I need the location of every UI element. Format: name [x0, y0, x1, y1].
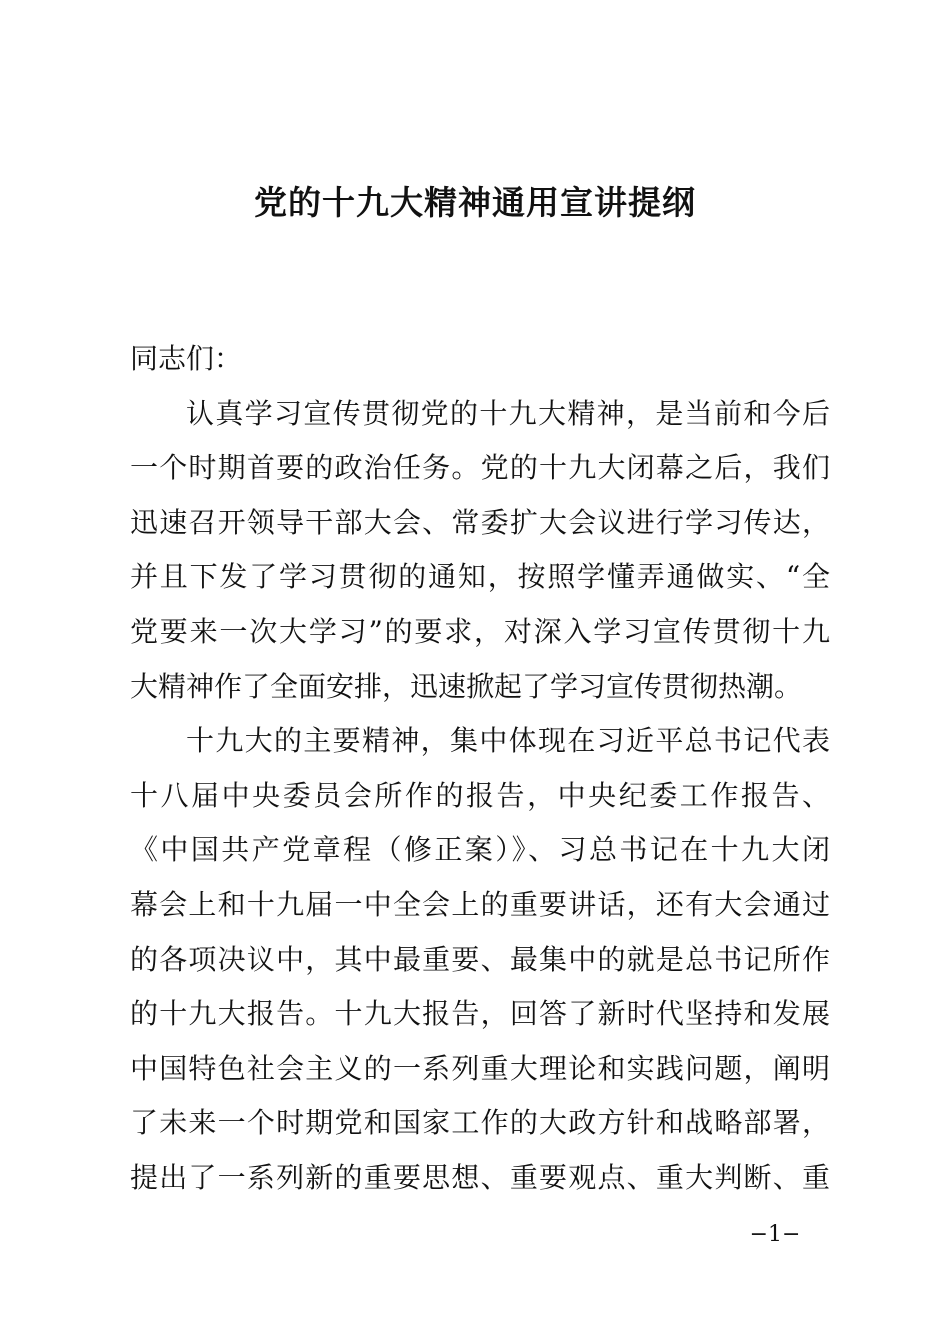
paragraph-line: 认真学习宣传贯彻党的十九大精神，是当前和今后: [186, 396, 830, 430]
page-number: −1−: [749, 1222, 801, 1247]
paragraph-line: 的十九大报告。十九大报告，回答了新时代坚持和发展: [130, 997, 830, 1031]
paragraph-2: [130, 714, 830, 1205]
paragraph-line: 并且下发了学习贯彻的通知，按照学懂弄通做实、“全: [130, 560, 830, 594]
document-title: 党的十九大精神通用宣讲提纲: [254, 183, 696, 222]
paragraph-1: [130, 387, 830, 715]
paragraph-line: 幕会上和十九届一中全会上的重要讲话，还有大会通过: [130, 887, 830, 921]
paragraph-line: 了未来一个时期党和国家工作的大政方针和战略部署，: [130, 1106, 830, 1140]
paragraph-line: 大精神作了全面安排，迅速掀起了学习宣传贯彻热潮。: [130, 669, 803, 703]
paragraph-line: 中国特色社会主义的一系列重大理论和实践问题，阐明: [130, 1051, 830, 1085]
paragraph-line: 党要来一次大学习”的要求，对深入学习宣传贯彻十九: [130, 614, 830, 648]
paragraph-line: 十八届中央委员会所作的报告，中央纪委工作报告、: [130, 778, 830, 812]
paragraph-line: 一个时期首要的政治任务。党的十九大闭幕之后，我们: [130, 451, 830, 485]
paragraph-line: 《中国共产党章程（修正案）》、习总书记在十九大闭: [130, 833, 830, 867]
greeting: 同志们：: [130, 342, 243, 375]
paragraph-line: 迅速召开领导干部大会、常委扩大会议进行学习传达，: [130, 505, 830, 539]
document-body: [130, 332, 830, 1206]
paragraph-line: 的各项决议中，其中最重要、最集中的就是总书记所作: [130, 942, 830, 976]
paragraph-line: 提出了一系列新的重要思想、重要观点、重大判断、重: [130, 1160, 830, 1194]
paragraph-line: 十九大的主要精神，集中体现在习近平总书记代表: [186, 724, 830, 758]
